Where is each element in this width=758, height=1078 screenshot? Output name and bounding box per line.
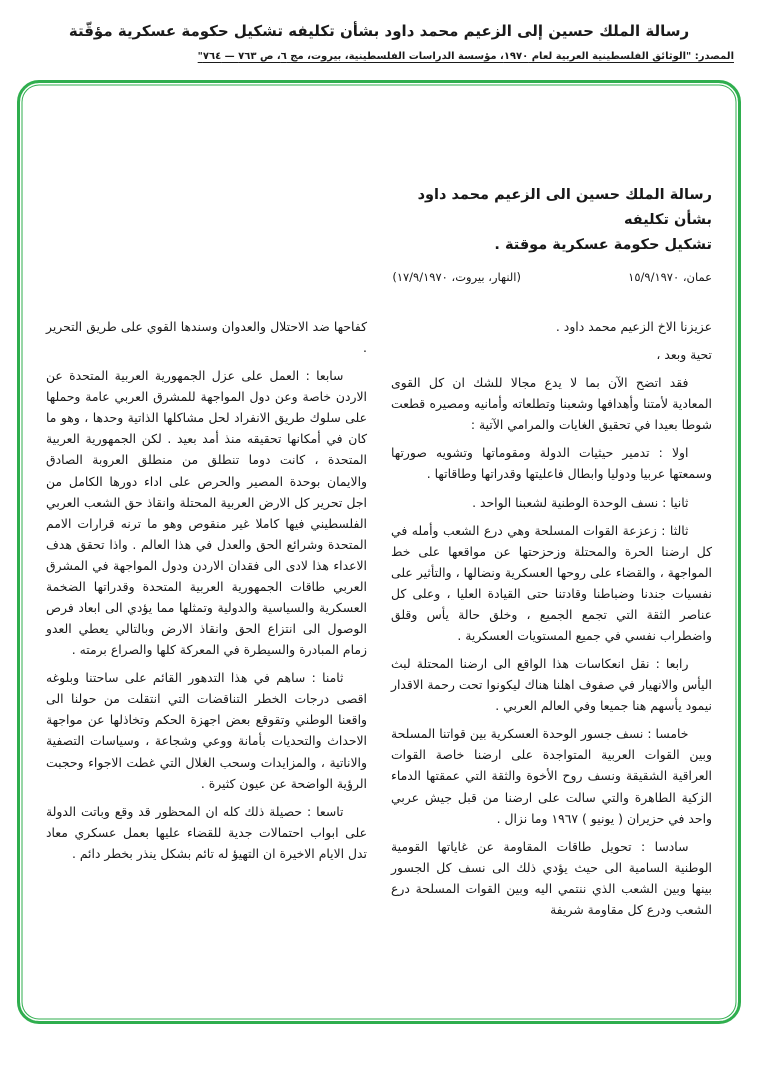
- document-dateline: [392, 270, 712, 284]
- document-title-line-2: تشكيل حكومة عسكرية موقتة .: [494, 237, 712, 253]
- paragraph: ثامنا : ساهم في هذا التدهور القائم على ساحتنا وبلوغه اقصى درجات الخطر التناقضات التي انتقلت من حولنا الى واقعنا الوطني وتقوقع بعض اجهزة الحكم وتخاذلها عن مواجهة الاحداث والتحديات بأمانة ووعي وشجاعة ، وسياسات التصفية والاناتية ، والمزايدات وسحب الغلال التي غطت الاجواء وحجبت الرؤية الواضحة عن عيون كثيرة .: [46, 670, 367, 791]
- paragraph: سادسا : تحويل طاقات المقاومة عن غاياتها القومية الوطنية السامية الى حيث يؤدي ذلك الى نسف كل الجسور بينها وبين الشعب الذي ننتمي اليه وبين القوات المسلحة درع الشعب ودرع كل مقاومة شريفة: [391, 838, 712, 917]
- document-heading: [392, 183, 712, 284]
- column-right: [391, 316, 712, 927]
- paragraph: كفاحها ضد الاحتلال والعدوان وسندها القوي على طريق التحرير .: [46, 319, 367, 356]
- paragraph: ثانيا : نسف الوحدة الوطنية لشعبنا الواحد .: [472, 494, 689, 510]
- place-date: عمان، ١٥/٩/١٩٧٠: [628, 270, 712, 284]
- page-header: [0, 0, 758, 64]
- source-line: المصدر: "الوثائق الفلسطينية العربية لعام ١٩٧٠، مؤسسة الدراسات الفلسطينية، بيروت، مج ٦، ص ٧٦٣ — ٧٦٤": [197, 51, 734, 62]
- column-left: [46, 316, 367, 927]
- body-columns: [46, 316, 712, 927]
- paragraph: اولا : تدمير حيثيات الدولة ومقوماتها وتشويه صورتها وسمعتها عربيا ودوليا وابطال فاعليتها وقدراتها وطاقاتها .: [391, 445, 712, 482]
- publication-ref: (النهار، بيروت، ١٧/٩/١٩٧٠): [392, 270, 521, 284]
- scanned-document: [20, 83, 738, 927]
- paragraph: رابعا : نقل انعكاسات هذا الواقع الى ارضنا المحتلة لبث اليأس والانهيار في صفوف اهلنا هناك ليكونوا تحت رحمة الاقدار نيمود يأسهم هنا جميعا وفي العالم العربي .: [391, 656, 712, 714]
- paragraph: خامسا : نسف جسور الوحدة العسكرية بين قواتنا المسلحة وبين القوات العربية المتواجدة على ارضنا خاصة القوات العراقية الشقيقة ونسف روح الأخوة والثقة التي عمقتها الدماء الزكية الطاهرة والتي سالت على ارضنا من قبل جيش عربي واحد في حزيران ( يونيو ) ١٩٦٧ وما نزال .: [391, 726, 712, 826]
- page-title: رسالة الملك حسين إلى الزعيم محمد داود بشأن تكليفه تشكيل حكومة عسكرية مؤقّتة: [68, 22, 690, 40]
- paragraph: سابعا : العمل على عزل الجمهورية العربية المتحدة عن الاردن خاصة وعن دول المواجهة للمشرق العربي عامة وحملها على سلوك طريق الانفراد لحل مشاكلها الذاتية وحدها ، وهو ما كان في أمكانها تحقيقه منذ أمد بعيد . لكن الجمهورية العربية المتحدة ، كانت دوما تنطلق من منطلق العروبة الصادق والايمان بوحدة المصير والحرص على اداء دورها الكامل من اجل تحرير كل الارض العربية المحتلة وانقاذ حق الشعب العربي الفلسطيني فيها كاملا غير منقوص وهو ما ترنه قرارات الامم المتحدة وشرائع الحق والعدل في هذا العالم . واذا تحقق هدف الاعداء هذا لادى الى فقدان الاردن ودول المواجهة في المشرق العربي طاقات الجمهورية العربية المتحدة وقدراتها الضخمة العسكرية والسياسية والدولية وتمثلها مما يؤدي الى ابعاد فرص الوصول الى انتزاع الحق وانقاذ الارض وبالتالي يعطي العدو زمام المبادرة والسيطرة في المعركة كلها والصراع برمته .: [46, 368, 367, 658]
- paragraph: تحية وبعد ،: [656, 347, 712, 363]
- paragraph: ثالثا : زعزعة القوات المسلحة وهي درع الشعب وأمله في كل ارضنا الحرة والمحتلة وزحزحتها عن مواقعها على خط المواجهة ، والقضاء على روحها العسكرية ونضالها ، والتأثير على نفسيات جندنا وضباطنا وقادتنا حتى القيادة العليا ، وعلى كل عناصر الثقة التي تجمع الجميع ، وخلق حالة يأس وقلق واضطراب نفسي في جميع المستويات العسكرية .: [391, 522, 712, 644]
- paragraph: فقد اتضح الآن بما لا يدع مجالا للشك ان كل القوى المعادية لأمتنا وأهدافها وشعبنا وتطلعاته وأمانيه ومصيره قطعت شوطا بعيدا في تحقيق الغايات والمرامي الآتية :: [391, 375, 712, 433]
- paragraph: عزيزنا الاخ الزعيم محمد داود .: [555, 319, 712, 334]
- paragraph: تاسعا : حصيلة ذلك كله ان المحظور قد وقع وباتت الدولة على ابواب احتمالات جدية للقضاء عليها بعمل عسكري معاد تدل الايام الاخيرة ان التهيؤ له تائم بشكل ينذر بخطر دائم .: [46, 803, 367, 861]
- document-frame: [17, 80, 741, 1024]
- document-title-line-1: رسالة الملك حسين الى الزعيم محمد داود بشأن تكليفه: [417, 187, 712, 228]
